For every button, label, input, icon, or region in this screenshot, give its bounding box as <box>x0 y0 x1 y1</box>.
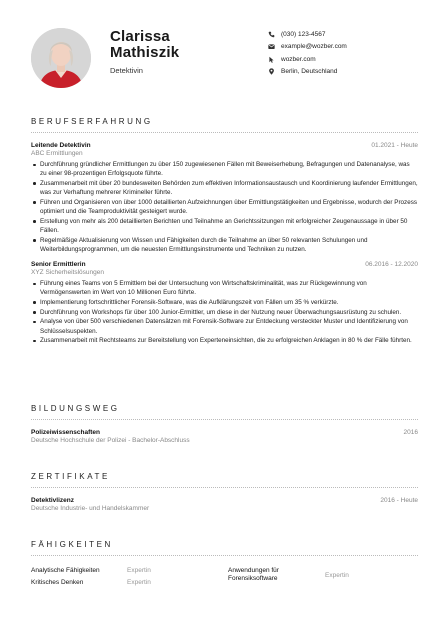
school-name: Deutsche Hochschule der Polizei - Bachelor-Abschluss <box>31 437 190 444</box>
section-divider <box>31 555 418 556</box>
skills-grid <box>31 564 418 594</box>
job-company: ABC Ermittlungen <box>31 150 83 157</box>
contact-location <box>268 66 438 79</box>
profile-photo <box>31 28 91 88</box>
bullet-item: Führung eines Teams von 5 Ermittlern bei der Untersuchung von Wirtschaftskriminalität, was zur Rückgewinnung von Vermögenswerten im Wert von 10 Millionen Euro führte. <box>31 279 418 297</box>
contact-phone <box>268 28 438 41</box>
job-bullets <box>31 279 418 345</box>
skills-section <box>31 540 418 594</box>
section-divider <box>31 132 418 133</box>
contact-list <box>268 28 438 78</box>
last-name: Mathiszik <box>110 44 180 61</box>
section-title: FÄHIGKEITEN <box>31 540 113 549</box>
bullet-item: Zusammenarbeit mit über 20 bundesweiten Behörden zum effektiven Informationsaustausch und Koordinierung laufender Ermittlungen, was zur Verhaftung mehrerer Krimineller führte. <box>31 179 418 197</box>
contact-phone-text: (030) 123-4567 <box>281 30 326 38</box>
email-icon <box>268 43 278 50</box>
contact-website-text[interactable]: wozber.com <box>281 55 316 63</box>
bullet-item: Führen und Organisieren von über 1000 detaillierten Aufzeichnungen über Ermittlungstätigkeiten und Ergebnisse, wodurch der Prozess optimiert und die Teamproduktivität gesteigert wurde. <box>31 198 418 216</box>
certificate-issuer: Deutsche Industrie- und Handelskammer <box>31 505 150 512</box>
job-entry <box>31 261 418 345</box>
job-entry <box>31 142 418 254</box>
job-date: 06.2016 - 12.2020 <box>365 261 418 269</box>
education-section <box>31 404 418 444</box>
contact-website[interactable] <box>268 53 438 66</box>
person-photo-icon <box>31 28 91 88</box>
bullet-item: Analyse von über 500 verschiedenen Datensätzen mit Forensik-Software zur Entdeckung versteckter Muster und Identifizierung von Schlüsselsuspekten. <box>31 317 418 335</box>
education-entry <box>31 429 418 444</box>
section-title: BERUFSERFAHRUNG <box>31 117 153 126</box>
section-title: ZERTIFIKATE <box>31 472 110 481</box>
link-icon <box>268 56 278 63</box>
resume-header <box>0 0 448 100</box>
location-icon <box>268 68 278 75</box>
job-company: XYZ Sicherheitslösungen <box>31 269 104 277</box>
section-divider <box>31 487 418 488</box>
first-name: Clarissa <box>110 28 170 45</box>
job-bullets <box>31 160 418 254</box>
bullet-item: Durchführung gründlicher Ermittlungen zu über 150 zugewiesenen Fällen mit Beweiserhebung, Befragungen und Datenanalyse, was zu einer 98-prozentigen Erfolgsquote führte. <box>31 160 418 178</box>
skill-level: Expertin <box>127 579 151 586</box>
contact-email[interactable] <box>268 41 438 54</box>
contact-location-text: Berlin, Deutschland <box>281 68 338 76</box>
section-title: BILDUNGSWEG <box>31 404 120 413</box>
education-year: 2016 <box>403 429 418 436</box>
skill-name: Analytische Fähigkeiten <box>31 567 100 574</box>
bullet-item: Regelmäßige Aktualisierung von Wissen und Fähigkeiten durch die Teilnahme an über 50 relevanten Schulungen und Weiterbildungsprogrammen, um die neuesten Ermittlungsinstrumente und Techniken zu nutzen. <box>31 236 418 254</box>
bullet-item: Implementierung fortschrittlicher Forensik-Software, was die Aufklärungszeit von Fällen um 35 % verkürzte. <box>31 298 418 307</box>
full-name <box>110 29 179 61</box>
certificate-name: Detektivlizenz <box>31 497 74 504</box>
skill-name: Anwendungen für Forensiksoftware <box>228 567 279 582</box>
certificates-section <box>31 472 418 512</box>
skill-level: Expertin <box>325 572 349 579</box>
job-date: 01.2021 - Heute <box>371 142 418 149</box>
skill-level: Expertin <box>127 567 151 574</box>
section-divider <box>31 419 418 420</box>
certificate-date: 2016 - Heute <box>380 497 418 504</box>
job-title: Leitende Detektivin <box>31 142 91 149</box>
bullet-item: Durchführung von Workshops für über 100 Junior-Ermittler, um diese in der Nutzung neuer Überwachungsausrüstung zu schulen. <box>31 308 418 317</box>
bullet-item: Zusammenarbeit mit Rechtsteams zur Bereitstellung von Experteneinsichten, die zu erfolgreichen Anklagen in 80 % der Fälle führten. <box>31 336 418 345</box>
bullet-item: Erstellung von mehr als 200 detaillierten Berichten und Teilnahme an Gerichtssitzungen mit erfolgreicher Zeugenaussage in über 50 Fällen. <box>31 217 418 235</box>
experience-section <box>31 117 418 346</box>
degree-title: Polizeiwissenschaften <box>31 429 100 436</box>
skill-name: Kritisches Denken <box>31 579 84 586</box>
contact-email-text[interactable]: example@wozber.com <box>281 43 347 51</box>
phone-icon <box>268 31 278 38</box>
certificate-entry <box>31 497 418 512</box>
job-title: Senior Ermittlerin <box>31 261 86 269</box>
job-role: Detektivin <box>110 66 143 75</box>
